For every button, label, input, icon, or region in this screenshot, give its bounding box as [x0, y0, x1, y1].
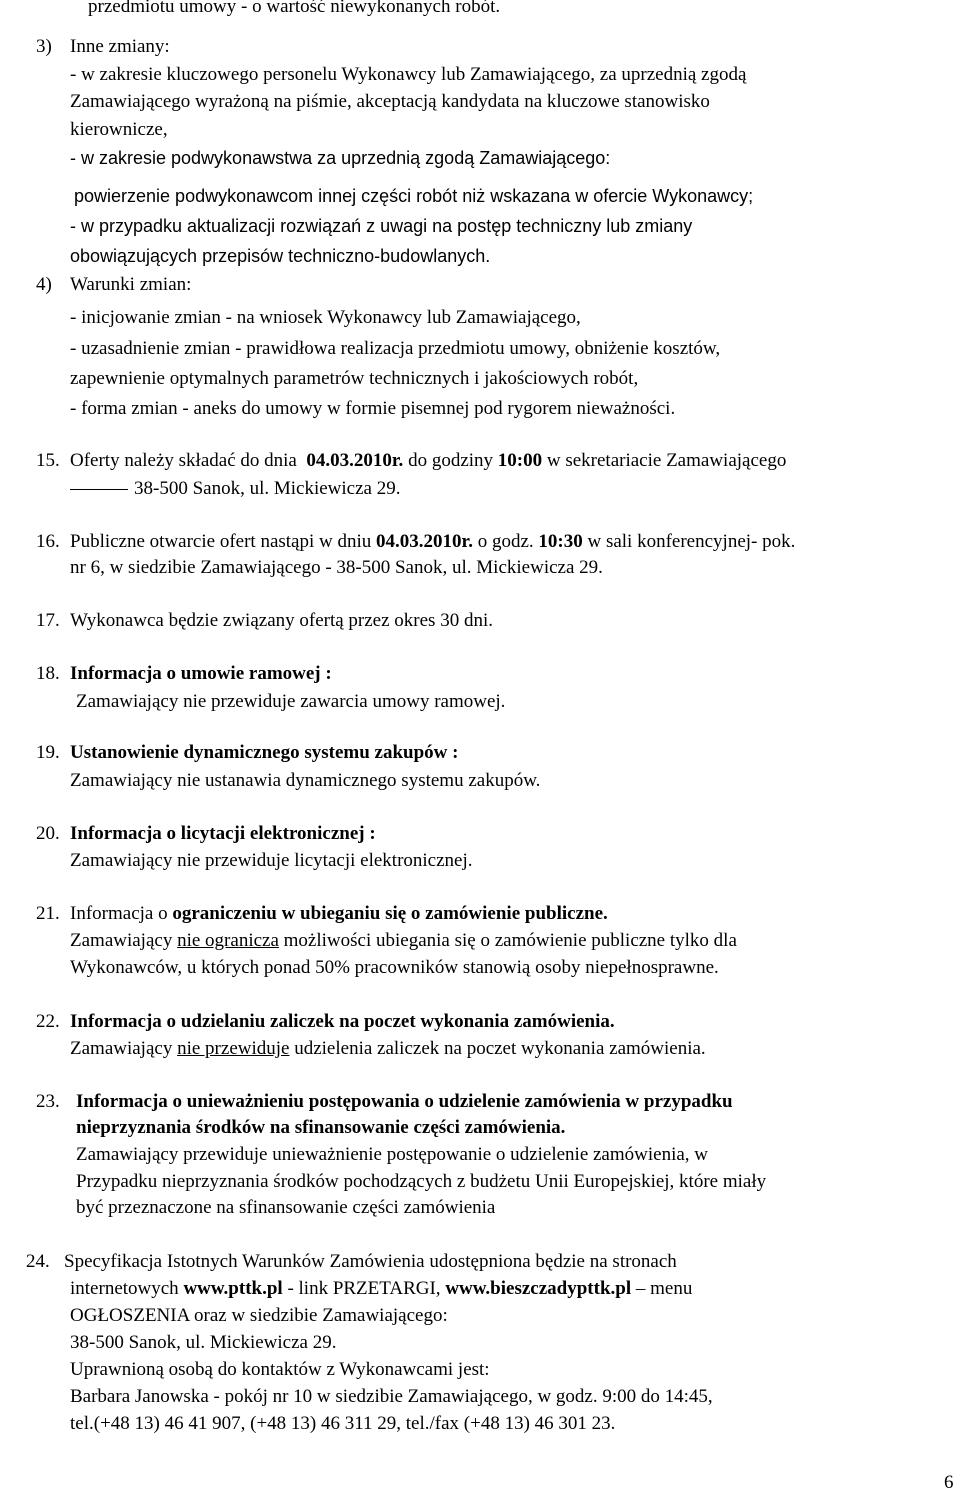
time: 10:30 — [538, 531, 583, 552]
text-line — [70, 1036, 706, 1062]
text-line: zapewnienie optymalnych parametrów technicznych i jakościowych robót, — [70, 368, 639, 389]
text-line: - inicjowanie zmian - na wniosek Wykonawcy lub Zamawiającego, — [70, 307, 581, 328]
text-bold: ograniczeniu w ubieganiu się o zamówienie publiczne. — [172, 903, 608, 924]
text-line: - w zakresie podwykonawstwa za uprzednią zgodą Zamawiającego: — [70, 148, 611, 168]
section-number: 19. — [36, 742, 60, 763]
text-line: Barbara Janowska - pokój nr 10 w siedzibie Zamawiającego, w godz. 9:00 do 14:45, — [70, 1386, 713, 1407]
item-number: 3) — [36, 36, 52, 57]
text-line: przedmiotu umowy - o wartość niewykonanych robót. — [88, 0, 501, 17]
text-line: Zamawiającego wyrażoną na piśmie, akceptacją kandydata na kluczowe stanowisko — [70, 91, 710, 112]
text: udzielenia zaliczek na poczet wykonania zamówienia. — [294, 1038, 706, 1059]
section-number: 22. — [36, 1011, 60, 1032]
text-line: - w przypadku aktualizacji rozwiązań z uwagi na postęp techniczny lub zmiany — [70, 216, 693, 236]
text: do godziny — [408, 450, 494, 471]
text: Informacja o — [70, 903, 168, 924]
section-number: 16. — [36, 531, 60, 552]
section-number: 15. — [36, 450, 60, 471]
text: w sekretariacie Zamawiającego — [546, 450, 787, 471]
item-title: Inne zmiany: — [70, 36, 170, 57]
section-title: Informacja o umowie ramowej : — [70, 663, 332, 684]
text-line — [70, 928, 737, 954]
text: - link PRZETARGI, — [287, 1278, 441, 1299]
text-line: Wykonawca będzie związany ofertą przez okres 30 dni. — [70, 610, 493, 631]
text-line: Przypadku nieprzyznania środków pochodzących z budżetu Unii Europejskiej, które miały — [76, 1171, 767, 1192]
section-title: Informacja o licytacji elektronicznej : — [70, 823, 376, 844]
text-line: obowiązujących przepisów techniczno-budowlanych. — [70, 246, 491, 266]
section-number: 23. — [36, 1091, 60, 1112]
section-16-line — [70, 529, 795, 555]
text-line: 38-500 Sanok, ul. Mickiewicza 29. — [70, 1332, 337, 1353]
text: – menu — [635, 1278, 693, 1299]
section-number: 21. — [36, 903, 60, 924]
text-line: być przeznaczone na sfinansowanie części zamówienia — [76, 1197, 496, 1218]
section-title: Ustanowienie dynamicznego systemu zakupów : — [70, 742, 459, 763]
text-underlined: nie przewiduje — [177, 1038, 290, 1059]
text-line: Specyfikacja Istotnych Warunków Zamówienia udostępniona będzie na stronach — [64, 1251, 677, 1272]
text-line: Zamawiający nie przewiduje zawarcia umowy ramowej. — [76, 691, 506, 712]
text: o godz. — [477, 531, 534, 552]
text: Zamawiający — [70, 1038, 173, 1059]
text: w sali konferencyjnej- pok. — [587, 531, 796, 552]
text: Publiczne otwarcie ofert nastąpi w dniu — [70, 531, 372, 552]
section-title: Informacja o unieważnieniu postępowania o udzielenie zamówienia w przypadku — [76, 1091, 733, 1112]
text-line: kierownicze, — [70, 119, 168, 140]
url-link[interactable]: www.pttk.pl — [183, 1278, 283, 1299]
text-line: Uprawnioną osobą do kontaktów z Wykonawcami jest: — [70, 1359, 490, 1380]
text: Zamawiający — [70, 930, 173, 951]
section-number: 18. — [36, 663, 60, 684]
text: możliwości ubiegania się o zamówienie publiczne tylko dla — [283, 930, 737, 951]
item-title: Warunki zmian: — [70, 274, 192, 295]
section-title — [70, 901, 608, 927]
text-line — [70, 1276, 692, 1302]
text: internetowych — [70, 1278, 179, 1299]
address: 38-500 Sanok, ul. Mickiewicza 29. — [70, 476, 400, 502]
text-line: - forma zmian - aneks do umowy w formie pisemnej pod rygorem nieważności. — [70, 398, 676, 419]
page-number: 6 — [944, 1472, 954, 1493]
section-title: nieprzyznania środków na sfinansowanie części zamówienia. — [76, 1117, 566, 1138]
section-number: 20. — [36, 823, 60, 844]
text-line: - uzasadnienie zmian - prawidłowa realizacja przedmiotu umowy, obniżenie kosztów, — [70, 338, 721, 359]
text-line: Wykonawców, u których ponad 50% pracowników stanowią osoby niepełnosprawne. — [70, 957, 719, 978]
text-line: Zamawiający przewiduje unieważnienie postępowanie o udzielenie zamówienia, w — [76, 1144, 709, 1165]
text-line: Zamawiający nie ustanawia dynamicznego systemu zakupów. — [70, 770, 541, 791]
text-line: - w zakresie kluczowego personelu Wykonawcy lub Zamawiającego, za uprzednią zgodą — [70, 64, 747, 85]
text-line: nr 6, w siedzibie Zamawiającego - 38-500 Sanok, ul. Mickiewicza 29. — [70, 557, 603, 578]
date: 04.03.2010r. — [376, 531, 473, 552]
date: 04.03.2010r. — [306, 450, 404, 471]
text-line: tel.(+48 13) 46 41 907, (+48 13) 46 311 29, tel./fax (+48 13) 46 301 23. — [70, 1413, 616, 1434]
text-underlined: nie ogranicza — [177, 930, 279, 951]
section-number: 24. — [26, 1251, 50, 1272]
section-number: 17. — [36, 610, 60, 631]
section-15-line — [70, 448, 786, 474]
url-link[interactable]: www.bieszczadypttk.pl — [445, 1278, 632, 1299]
text-line: Zamawiający nie przewiduje licytacji elektronicznej. — [70, 850, 473, 871]
section-title: Informacja o udzielaniu zaliczek na poczet wykonania zamówienia. — [70, 1011, 615, 1032]
text-line: powierzenie podwykonawcom innej części robót niż wskazana w ofercie Wykonawcy; — [74, 186, 754, 206]
time: 10:00 — [497, 450, 543, 471]
text: Oferty należy składać do dnia — [70, 450, 297, 471]
item-number: 4) — [36, 274, 52, 295]
text-line: OGŁOSZENIA oraz w siedzibie Zamawiającego: — [70, 1305, 448, 1326]
